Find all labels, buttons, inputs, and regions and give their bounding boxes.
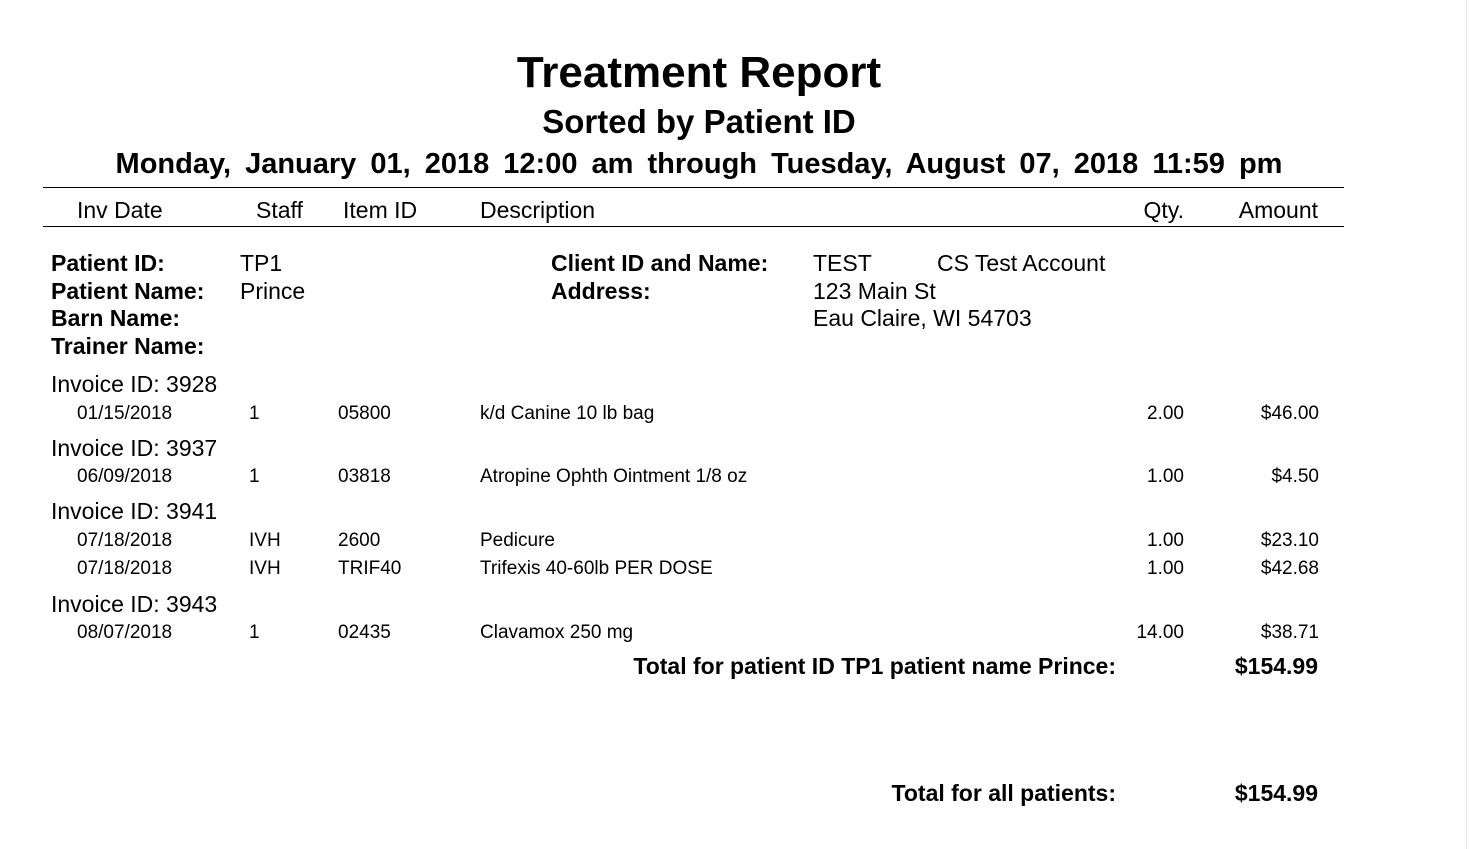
- line-qty: 1.00: [1147, 466, 1184, 487]
- address-line2: Eau Claire, WI 54703: [813, 305, 1032, 331]
- barn-name-label: Barn Name:: [51, 305, 181, 331]
- report-title: Treatment Report: [516, 48, 882, 97]
- line-amount: $42.68: [1260, 558, 1319, 579]
- line-staff: IVH: [249, 558, 281, 579]
- invoice-header: Invoice ID: 3943: [51, 591, 218, 617]
- invoice-header: Invoice ID: 3928: [51, 371, 218, 397]
- line-date: 07/18/2018: [77, 558, 173, 579]
- line-staff: 1: [249, 403, 260, 424]
- line-item-id: 03818: [338, 466, 391, 487]
- patient-name-value: Prince: [240, 278, 306, 304]
- patient-id-value: TP1: [240, 250, 283, 276]
- line-date: 01/15/2018: [77, 403, 173, 424]
- line-item-id: TRIF40: [338, 558, 402, 579]
- client-id-value: TEST: [813, 250, 872, 276]
- line-amount: $46.00: [1260, 403, 1319, 424]
- line-amount: $4.50: [1271, 466, 1319, 487]
- patient-name-label: Patient Name:: [51, 278, 205, 304]
- client-name-value: CS Test Account: [937, 250, 1106, 276]
- line-qty: 2.00: [1147, 403, 1184, 424]
- line-description: Pedicure: [480, 530, 555, 551]
- line-staff: 1: [249, 466, 260, 487]
- client-label: Client ID and Name:: [551, 250, 769, 276]
- line-amount: $23.10: [1260, 530, 1319, 551]
- col-staff: Staff: [256, 197, 303, 223]
- invoice-header: Invoice ID: 3937: [51, 435, 218, 461]
- patient-id-label: Patient ID:: [51, 250, 165, 276]
- header-bottom-rule: [43, 226, 1344, 227]
- line-qty: 1.00: [1147, 558, 1184, 579]
- col-amount: Amount: [1238, 197, 1318, 223]
- all-total-label: Total for all patients:: [891, 780, 1116, 806]
- line-description: Atropine Ophth Ointment 1/8 oz: [480, 466, 748, 487]
- line-description: Clavamox 250 mg: [480, 622, 634, 643]
- line-description: Trifexis 40-60lb PER DOSE: [480, 558, 713, 579]
- address-line1: 123 Main St: [813, 278, 936, 304]
- address-label: Address:: [551, 278, 651, 304]
- patient-total-label: Total for patient ID TP1 patient name Prince:: [633, 653, 1116, 679]
- report-subtitle: Sorted by Patient ID: [542, 103, 856, 140]
- line-item-id: 02435: [338, 622, 391, 643]
- line-qty: 14.00: [1136, 622, 1184, 643]
- line-item-id: 2600: [338, 530, 381, 551]
- col-description: Description: [480, 197, 596, 223]
- date-range: Monday, January 01, 2018 12:00 am through Tuesday, August 07, 2018 11:59 pm: [115, 148, 1283, 180]
- all-total-amount: $154.99: [1234, 780, 1318, 806]
- line-date: 06/09/2018: [77, 466, 173, 487]
- line-staff: 1: [249, 622, 260, 643]
- line-staff: IVH: [249, 530, 281, 551]
- line-item-id: 05800: [338, 403, 391, 424]
- line-qty: 1.00: [1147, 530, 1184, 551]
- col-item-id: Item ID: [343, 197, 418, 223]
- line-amount: $38.71: [1260, 622, 1319, 643]
- line-date: 08/07/2018: [77, 622, 173, 643]
- line-description: k/d Canine 10 lb bag: [480, 403, 655, 424]
- line-date: 07/18/2018: [77, 530, 173, 551]
- header-top-rule: [43, 187, 1344, 188]
- col-inv-date: Inv Date: [77, 197, 163, 223]
- patient-total-amount: $154.99: [1234, 653, 1318, 679]
- invoice-header: Invoice ID: 3941: [51, 498, 218, 524]
- page-edge: [1466, 0, 1467, 849]
- col-qty: Qty.: [1143, 197, 1184, 223]
- trainer-name-label: Trainer Name:: [51, 333, 205, 359]
